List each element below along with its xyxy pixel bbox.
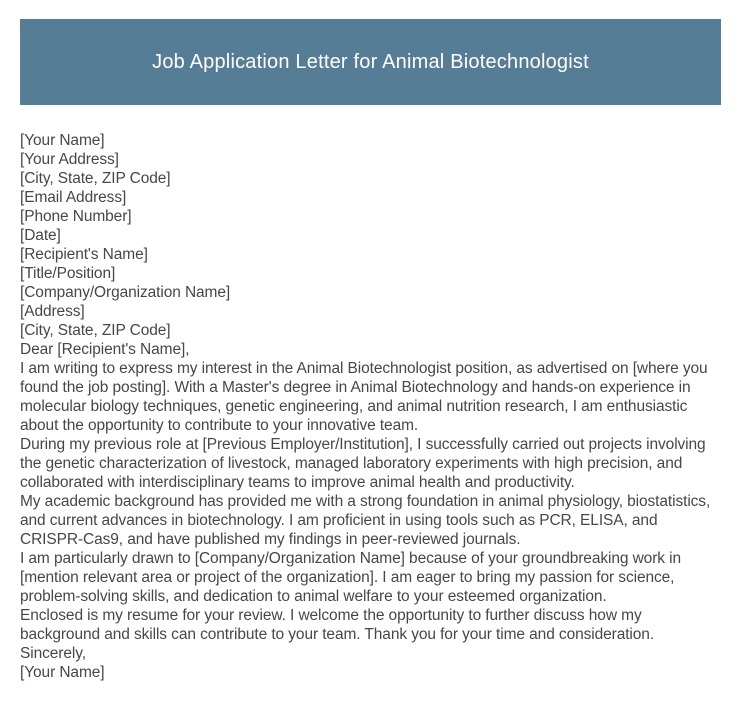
letter-paragraph-experience: During my previous role at [Previous Employer/Institution], I successfully carried out projects involving the genetic characterization of livestock, managed laboratory experiments with high precision, and collaborated with interdisciplinary teams to improve animal health and productivity. <box>20 436 706 491</box>
recipient-city-line: [City, State, ZIP Code] <box>20 322 171 339</box>
recipient-title-line: [Title/Position] <box>20 265 116 282</box>
letter-paragraph-intro: I am writing to express my interest in the Animal Biotechnologist position, as advertised on [where you found the job posting]. With a Master's degree in Animal Biotechnology and hands-on experience in molecular biology techniques, genetic engineering, and animal nutrition research, I am enthusiastic about the opportunity to contribute to your innovative team. <box>20 360 708 434</box>
header-band <box>20 19 721 105</box>
date-line: [Date] <box>20 227 61 244</box>
recipient-company-line: [Company/Organization Name] <box>20 284 231 301</box>
letter-paragraph-academic: My academic background has provided me with a strong foundation in animal physiology, biostatistics, and current advances in biotechnology. I am proficient in using tools such as PCR, ELISA, and CRISPR-Cas9, and have published my findings in peer-reviewed journals. <box>20 493 711 548</box>
recipient-address-line: [Address] <box>20 303 85 320</box>
salutation-line: Dear [Recipient's Name], <box>20 341 190 358</box>
recipient-name-line: [Recipient's Name] <box>20 246 148 263</box>
sender-name-line: [Your Name] <box>20 132 105 149</box>
letter-paragraph-closing: Enclosed is my resume for your review. I welcome the opportunity to further discuss how my background and skills can contribute to your team. Thank you for your time and consideration. <box>20 607 655 643</box>
letter-paragraph-motivation: I am particularly drawn to [Company/Organization Name] because of your groundbreaking work in [mention relevant area or project of the organization]. I am eager to bring my passion for science, problem-solving skills, and dedication to animal welfare to your esteemed organization. <box>20 550 681 605</box>
signature-line: [Your Name] <box>20 664 105 681</box>
sender-city-line: [City, State, ZIP Code] <box>20 170 171 187</box>
sender-email-line: [Email Address] <box>20 189 127 206</box>
letter-body <box>20 131 723 682</box>
sender-phone-line: [Phone Number] <box>20 208 132 225</box>
page-title: Job Application Letter for Animal Biotechnologist <box>152 50 589 73</box>
closing-line: Sincerely, <box>20 645 86 662</box>
sender-address-line: [Your Address] <box>20 151 119 168</box>
